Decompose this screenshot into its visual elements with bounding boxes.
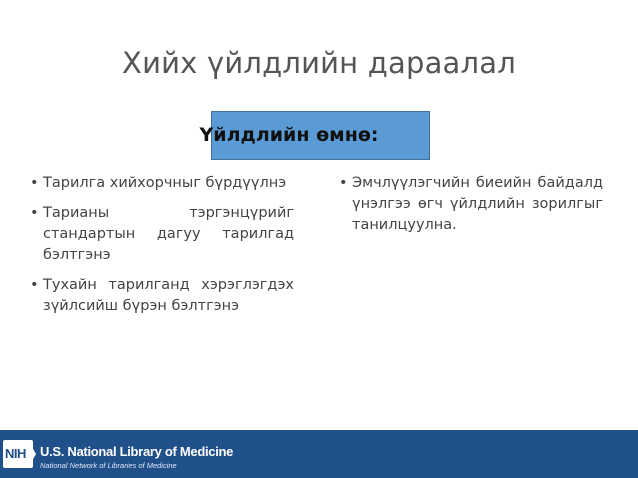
org-name: U.S. National Library of Medicine (40, 444, 234, 459)
footer-bar (0, 430, 638, 478)
list-item-text: Тарилга хийхорчныг бүрдүүлнэ (43, 175, 287, 191)
right-bullet-list (339, 173, 603, 245)
list-item-text: Эмчлүүлэгчийн биеийн байдалд үнэлгээ өгч үйлдлийн зорилгыг танилцуулна. (352, 175, 603, 233)
list-item-text: Тухайн тарилганд хэрэглэгдэх зүйлсийш бүрэн бэлтгэнэ (43, 277, 294, 314)
list-item (30, 275, 294, 317)
nih-logo-text: NIH (5, 446, 26, 461)
org-subtitle: National Network of Libraries of Medicine (40, 461, 177, 470)
slide-subtitle: Үйлдлийн өмнө: (199, 124, 379, 146)
list-item (30, 203, 294, 266)
bullet-icon: • (30, 175, 39, 191)
list-item (30, 173, 294, 194)
list-item (339, 173, 603, 236)
bullet-icon: • (339, 175, 348, 191)
nih-chevron-icon (28, 440, 36, 468)
slide-title: Хийх үйлдлийн дараалал (122, 46, 516, 80)
bullet-icon: • (30, 205, 39, 221)
left-bullet-list (30, 173, 294, 326)
bullet-icon: • (30, 277, 39, 293)
list-item-text: Тарианы тэргэнцүрийг стандартын дагуу тарилгад бэлтгэнэ (43, 205, 294, 263)
